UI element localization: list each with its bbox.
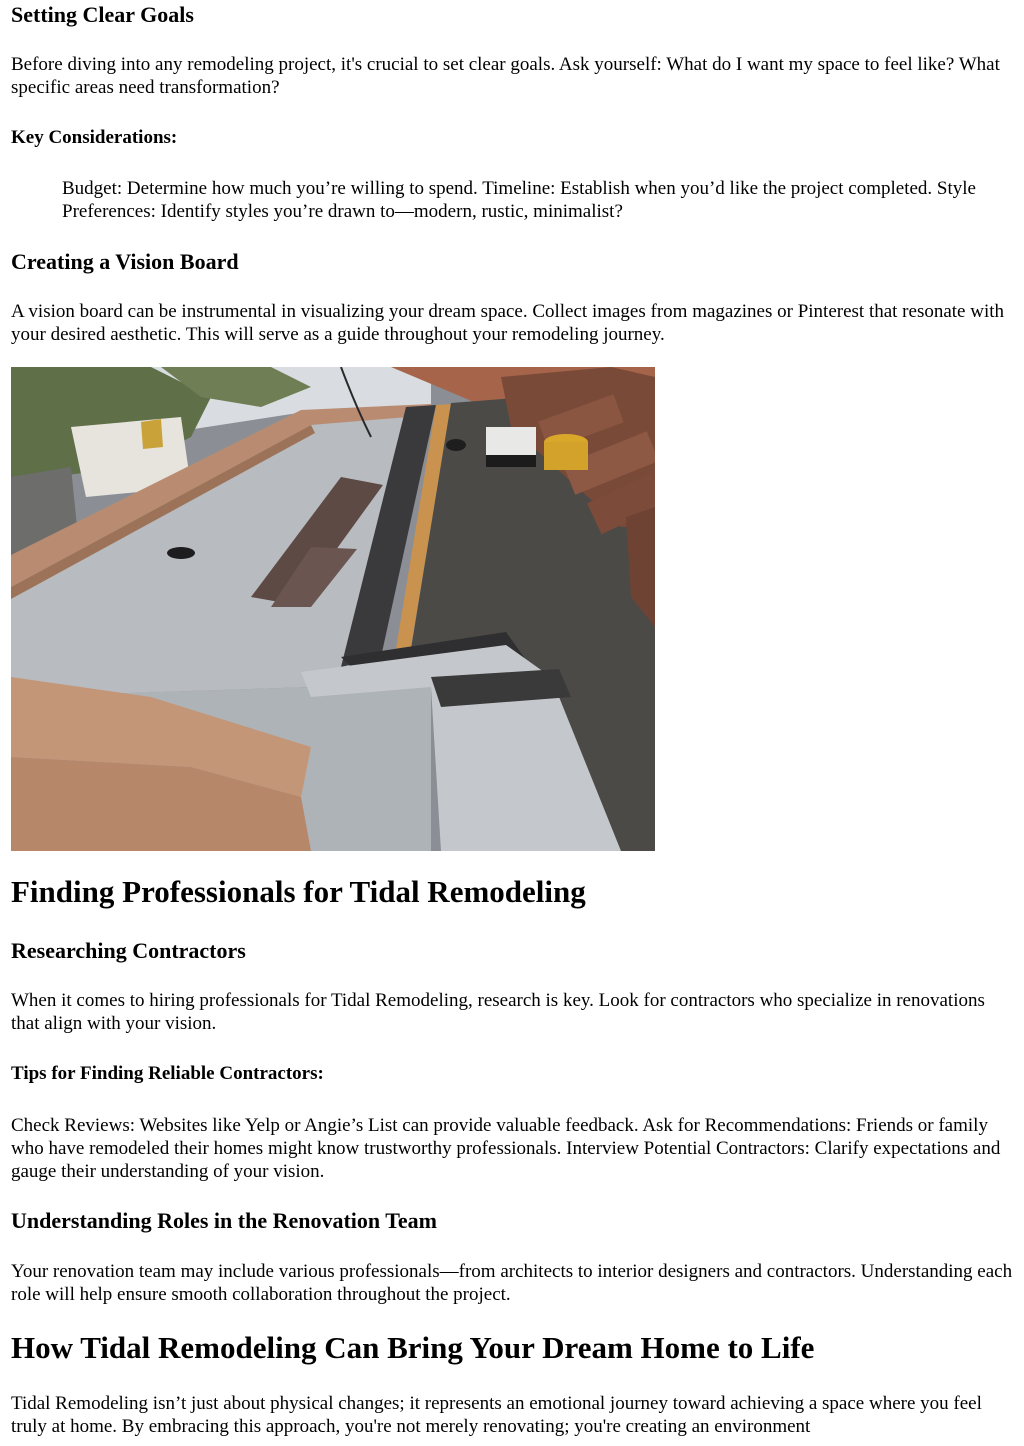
heading-setting-clear-goals: Setting Clear Goals <box>11 2 194 27</box>
heading-finding-professionals: Finding Professionals for Tidal Remodeling <box>11 874 586 909</box>
paragraph-understanding-roles: Your renovation team may include various professionals—from architects to interior designers and contractors. Understanding each role will help ensure smooth collaboration throughout the project. <box>11 1261 1013 1306</box>
heading-key-considerations: Key Considerations: <box>11 127 178 148</box>
paragraph-dream-home: Tidal Remodeling isn’t just about physical changes; it represents an emotional journey toward achieving a space where you feel truly at home. By embracing this approach, you're not merely renovating; you're creating an environment <box>11 1393 982 1438</box>
roof-renovation-photo <box>11 367 655 851</box>
paragraph-vision-board: A vision board can be instrumental in visualizing your dream space. Collect images from magazines or Pinterest that resonate with your desired aesthetic. This will serve as a guide throughout your remodeling journey. <box>11 301 1005 346</box>
heading-researching-contractors: Researching Contractors <box>11 938 246 963</box>
considerations-list: Budget: Determine how much you’re willing to spend. Timeline: Establish when you’d like the project completed. Style Preferences: Identify styles you’re drawn to—modern, rustic, minimalist? <box>62 178 976 223</box>
heading-creating-vision-board: Creating a Vision Board <box>11 249 239 274</box>
heading-tips-reliable-contractors: Tips for Finding Reliable Contractors: <box>11 1063 324 1084</box>
paragraph-researching-contractors: When it comes to hiring professionals for Tidal Remodeling, research is key. Look for contractors who specialize in renovations that align with your vision. <box>11 990 985 1035</box>
heading-dream-home: How Tidal Remodeling Can Bring Your Dream Home to Life <box>11 1330 815 1365</box>
paragraph-clear-goals: Before diving into any remodeling project, it's crucial to set clear goals. Ask yourself: What do I want my space to feel like? What specific areas need transformation? <box>11 54 1000 99</box>
heading-understanding-roles: Understanding Roles in the Renovation Team <box>11 1208 438 1233</box>
paragraph-tips-reliable-contractors: Check Reviews: Websites like Yelp or Angie’s List can provide valuable feedback. Ask for Recommendations: Friends or family who have remodeled their homes might know trustworthy professionals. Interview Potential Contractors: Clarify expectations and gauge their understanding of your vision. <box>11 1115 1001 1183</box>
